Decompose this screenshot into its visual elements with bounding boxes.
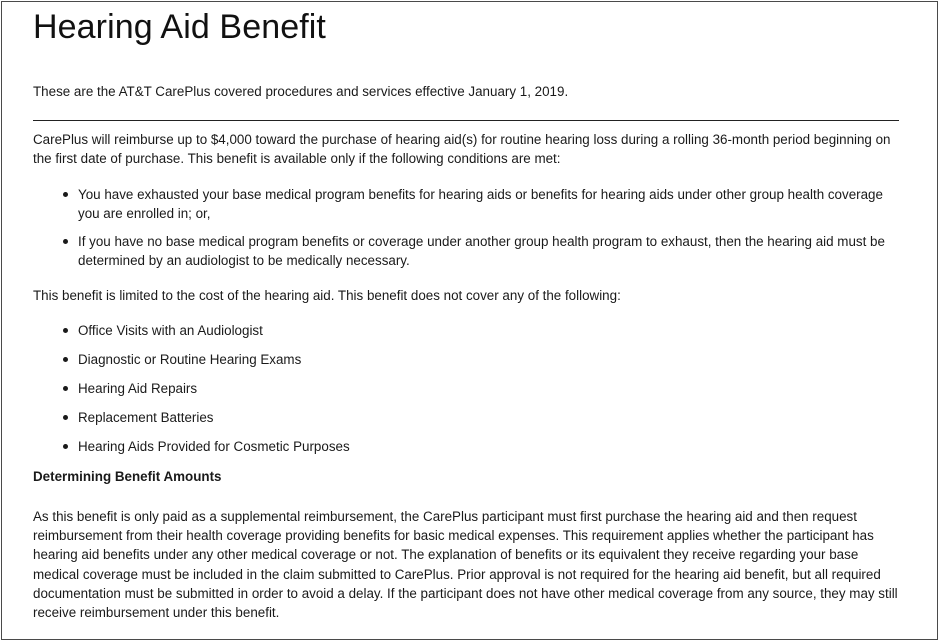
- condition-item: You have exhausted your base medical program benefits for hearing aids or benefits for hearing aids under other group health coverage you are enrolled in; or,: [33, 185, 893, 223]
- determining-paragraph: As this benefit is only paid as a supplemental reimbursement, the CarePlus participant must first purchase the hearing aid and then request reimbursement from their health coverage providing benefits for basic medical expenses. This requirement applies whether the participant has hearing aid benefits under any other medical coverage or not. The explanation of benefits or its equivalent they receive regarding your base medical coverage must be included in the claim submitted to CarePlus. Prior approval is not required for the hearing aid benefit, but all required documentation must be submitted in order to avoid a delay. If the participant does not have other medical coverage from any source, they may still receive reimbursement under this benefit.: [33, 509, 898, 621]
- conditions-list: [33, 185, 893, 279]
- exclusions-list: [33, 321, 350, 466]
- exclusion-item: Diagnostic or Routine Hearing Exams: [33, 350, 350, 379]
- limit-paragraph: This benefit is limited to the cost of the hearing aid. This benefit does not cover any of the following:: [33, 288, 621, 303]
- exclusion-item: Replacement Batteries: [33, 408, 350, 437]
- section-heading: Determining Benefit Amounts: [33, 469, 222, 484]
- page-title: Hearing Aid Benefit: [33, 8, 326, 46]
- exclusion-item: Office Visits with an Audiologist: [33, 321, 350, 350]
- exclusion-item: Hearing Aid Repairs: [33, 379, 350, 408]
- reimbursement-paragraph: CarePlus will reimburse up to $4,000 toward the purchase of hearing aid(s) for routine hearing loss during a rolling 36-month period beginning on the first date of purchase. This benefit is available only if the following conditions are met:: [33, 132, 891, 166]
- exclusion-item: Hearing Aids Provided for Cosmetic Purposes: [33, 437, 350, 466]
- condition-item: If you have no base medical program benefits or coverage under another group health program to exhaust, then the hearing aid must be determined by an audiologist to be medically necessary.: [33, 232, 893, 270]
- section-divider: [33, 120, 899, 121]
- intro-text: These are the AT&T CarePlus covered procedures and services effective January 1, 2019.: [33, 84, 569, 99]
